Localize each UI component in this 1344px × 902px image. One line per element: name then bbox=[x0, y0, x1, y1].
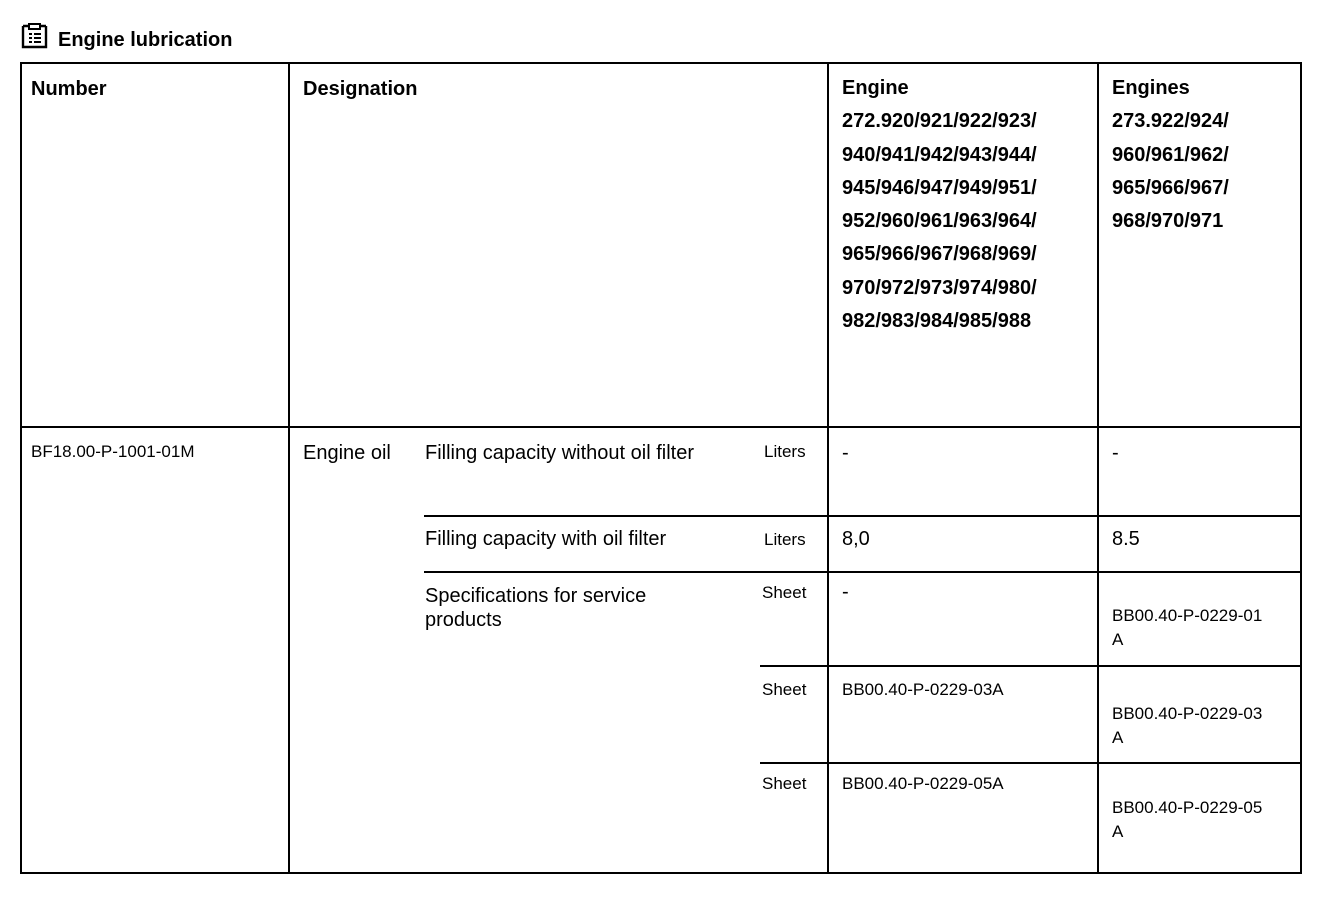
item-unit: Sheet bbox=[762, 774, 807, 793]
header-engine-line: 970/972/973/974/980/ bbox=[842, 276, 1037, 299]
header-engines-line: 968/970/971 bbox=[1112, 210, 1224, 233]
row-divider-4 bbox=[760, 762, 1302, 764]
table-border-right bbox=[1300, 62, 1302, 874]
item-engines-line: BB00.40-P-0229-01 bbox=[1112, 606, 1263, 625]
header-engine bbox=[842, 72, 1037, 338]
row-divider-2 bbox=[424, 571, 1302, 573]
col-divider-engine bbox=[1097, 62, 1099, 874]
item-engines-value bbox=[1112, 702, 1262, 750]
row-number: BF18.00-P-1001-01M bbox=[31, 442, 195, 461]
header-engine-line: 940/941/942/943/944/ bbox=[842, 143, 1037, 166]
item-engine-value: - bbox=[842, 581, 849, 603]
item-engine-value: 8,0 bbox=[842, 528, 870, 550]
item-engine-value: BB00.40-P-0229-05A bbox=[842, 774, 1004, 793]
item-engines-value bbox=[1112, 604, 1262, 652]
item-engines-line: A bbox=[1112, 822, 1124, 841]
section-title-row bbox=[20, 22, 232, 52]
item-label-line: products bbox=[425, 609, 502, 631]
item-engines-line: A bbox=[1112, 630, 1124, 649]
header-engine-line: 945/946/947/949/951/ bbox=[842, 176, 1037, 199]
header-engine-line: 965/966/967/968/969/ bbox=[842, 243, 1037, 266]
row-divider-3 bbox=[760, 665, 1302, 667]
item-label: Filling capacity with oil filter bbox=[425, 528, 667, 550]
header-engines-line: 965/966/967/ bbox=[1112, 176, 1229, 199]
item-unit: Sheet bbox=[762, 583, 807, 602]
header-engine-line: 982/983/984/985/988 bbox=[842, 310, 1032, 333]
header-engines-line: 960/961/962/ bbox=[1112, 143, 1229, 166]
item-engine-value: - bbox=[842, 442, 849, 464]
row-designation: Engine oil bbox=[303, 442, 391, 464]
document-list-icon bbox=[20, 22, 50, 52]
header-engine-line: 952/960/961/963/964/ bbox=[842, 210, 1037, 233]
item-engines-value: - bbox=[1112, 442, 1119, 464]
item-engines-value: 8.5 bbox=[1112, 528, 1140, 550]
item-label-line: Specifications for service bbox=[425, 585, 647, 607]
row-divider-1 bbox=[424, 515, 1302, 517]
header-number: Number bbox=[31, 78, 107, 100]
header-engines-line: 273.922/924/ bbox=[1112, 110, 1229, 133]
header-engines bbox=[1112, 72, 1229, 238]
header-divider bbox=[20, 426, 1302, 428]
item-engine-value: BB00.40-P-0229-03A bbox=[842, 680, 1004, 699]
table-border-top bbox=[20, 62, 1302, 64]
col-divider-designation bbox=[827, 62, 829, 874]
section-title: Engine lubrication bbox=[58, 28, 233, 51]
col-divider-number bbox=[288, 62, 290, 874]
item-unit: Liters bbox=[764, 530, 806, 549]
item-engines-line: A bbox=[1112, 728, 1124, 747]
header-engine-line: 272.920/921/922/923/ bbox=[842, 110, 1037, 133]
table-border-bottom bbox=[20, 872, 1302, 874]
item-label bbox=[425, 584, 646, 632]
item-engines-line: BB00.40-P-0229-03 bbox=[1112, 704, 1263, 723]
table-border-left bbox=[20, 62, 22, 874]
item-engines-line: BB00.40-P-0229-05 bbox=[1112, 798, 1263, 817]
item-unit: Liters bbox=[764, 442, 806, 461]
header-engines-label: Engines bbox=[1112, 77, 1190, 99]
item-engines-value bbox=[1112, 796, 1262, 844]
header-designation: Designation bbox=[303, 78, 418, 100]
item-label: Filling capacity without oil filter bbox=[425, 442, 694, 464]
header-engine-label: Engine bbox=[842, 77, 909, 99]
item-unit: Sheet bbox=[762, 680, 807, 699]
